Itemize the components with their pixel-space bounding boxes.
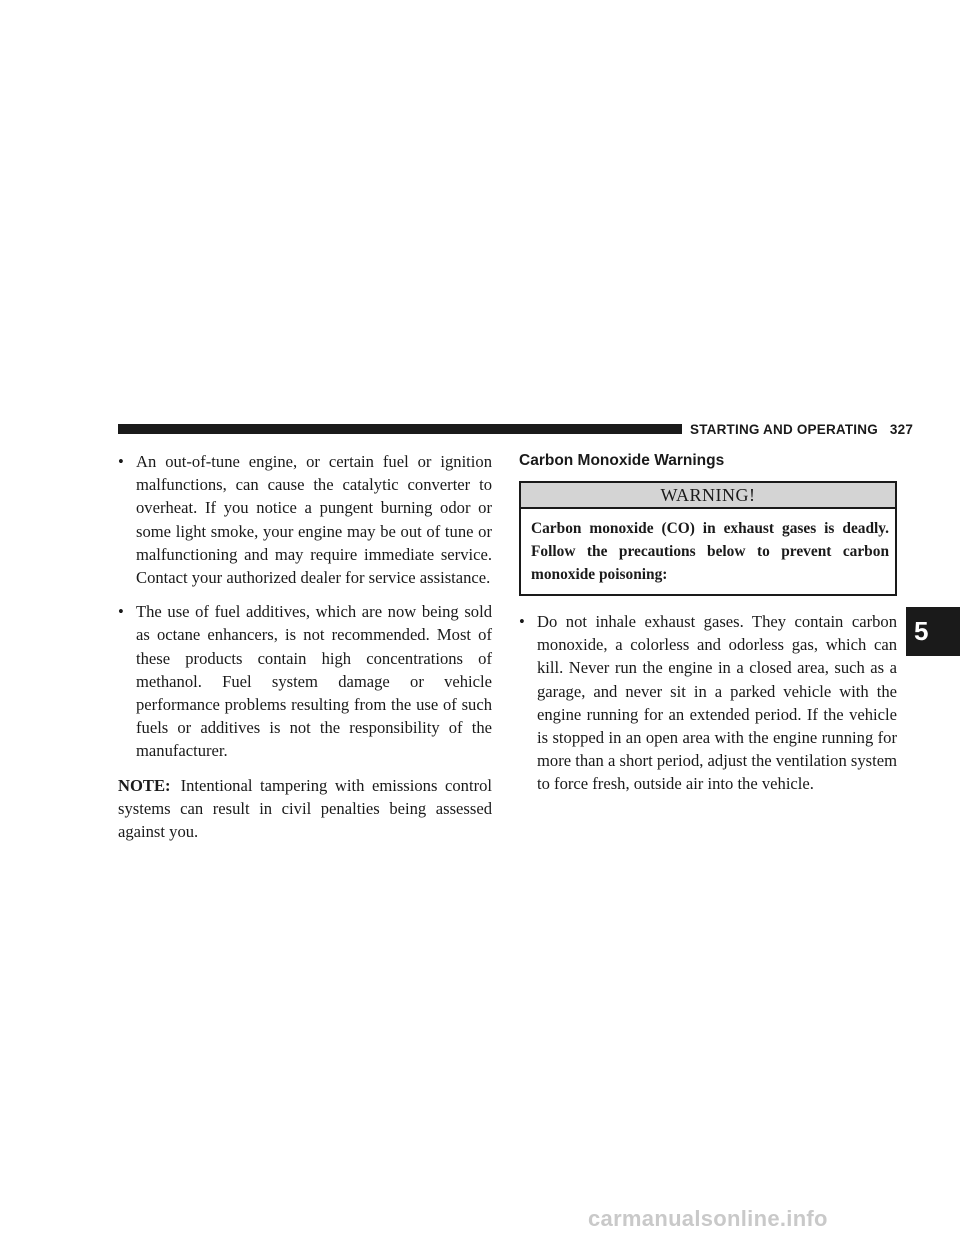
note-paragraph [118,774,492,844]
chapter-tab: 5 [906,607,960,656]
bullet-icon: • [118,452,124,471]
bullet-icon: • [118,602,124,622]
list-item [118,450,492,589]
warning-text: Carbon monoxide (CO) in exhaust gases is deadly. Follow the precautions below to prevent carbon monoxide poisoning: [531,520,889,583]
list-item-text: The use of fuel additives, which are now being sold as octane enhancers, is not recommended. Most of these products contain high concentrations of methanol. Fuel system damage or vehicle performance problems resulting from the use of such fuels or additives is not the responsibility of the manufacturer. [136,602,492,761]
note-text: Intentional tampering with emissions control systems can result in civil penalties being assessed against you. [118,775,492,842]
running-header [690,422,913,437]
section-heading: Carbon Monoxide Warnings [519,452,725,469]
left-column [118,450,492,843]
right-column [519,451,897,807]
header-rule [118,424,682,434]
list-item-text: An out-of-tune engine, or certain fuel or ignition malfunctions, can cause the catalytic converter to overheat. If you notice a pungent burning odor or some light smoke, your engine may be out of tune or malfunctioning and may require immediate service. Contact your authorized dealer for service assistance. [136,452,492,588]
list-item [519,610,897,796]
note-label: NOTE: [118,775,171,795]
warning-box [519,481,897,596]
list-item [118,600,492,762]
page-number: 327 [889,422,914,437]
bullet-icon: • [519,612,525,631]
warning-title: WARNING! [521,483,895,509]
list-item-text: Do not inhale exhaust gases. They contain carbon monoxide, a colorless and odorless gas, which can kill. Never run the engine in a closed area, such as a garage, and never sit in a parked vehicle with the engine running for an extended period. If the vehicle is stopped in an open area with the engine running for more than a short period, adjust the ventilation system to force fresh, outside air into the vehicle. [537,612,897,794]
watermark-text: carmanualsonline.info [588,1206,828,1231]
running-header-title: STARTING AND OPERATING [690,422,878,437]
